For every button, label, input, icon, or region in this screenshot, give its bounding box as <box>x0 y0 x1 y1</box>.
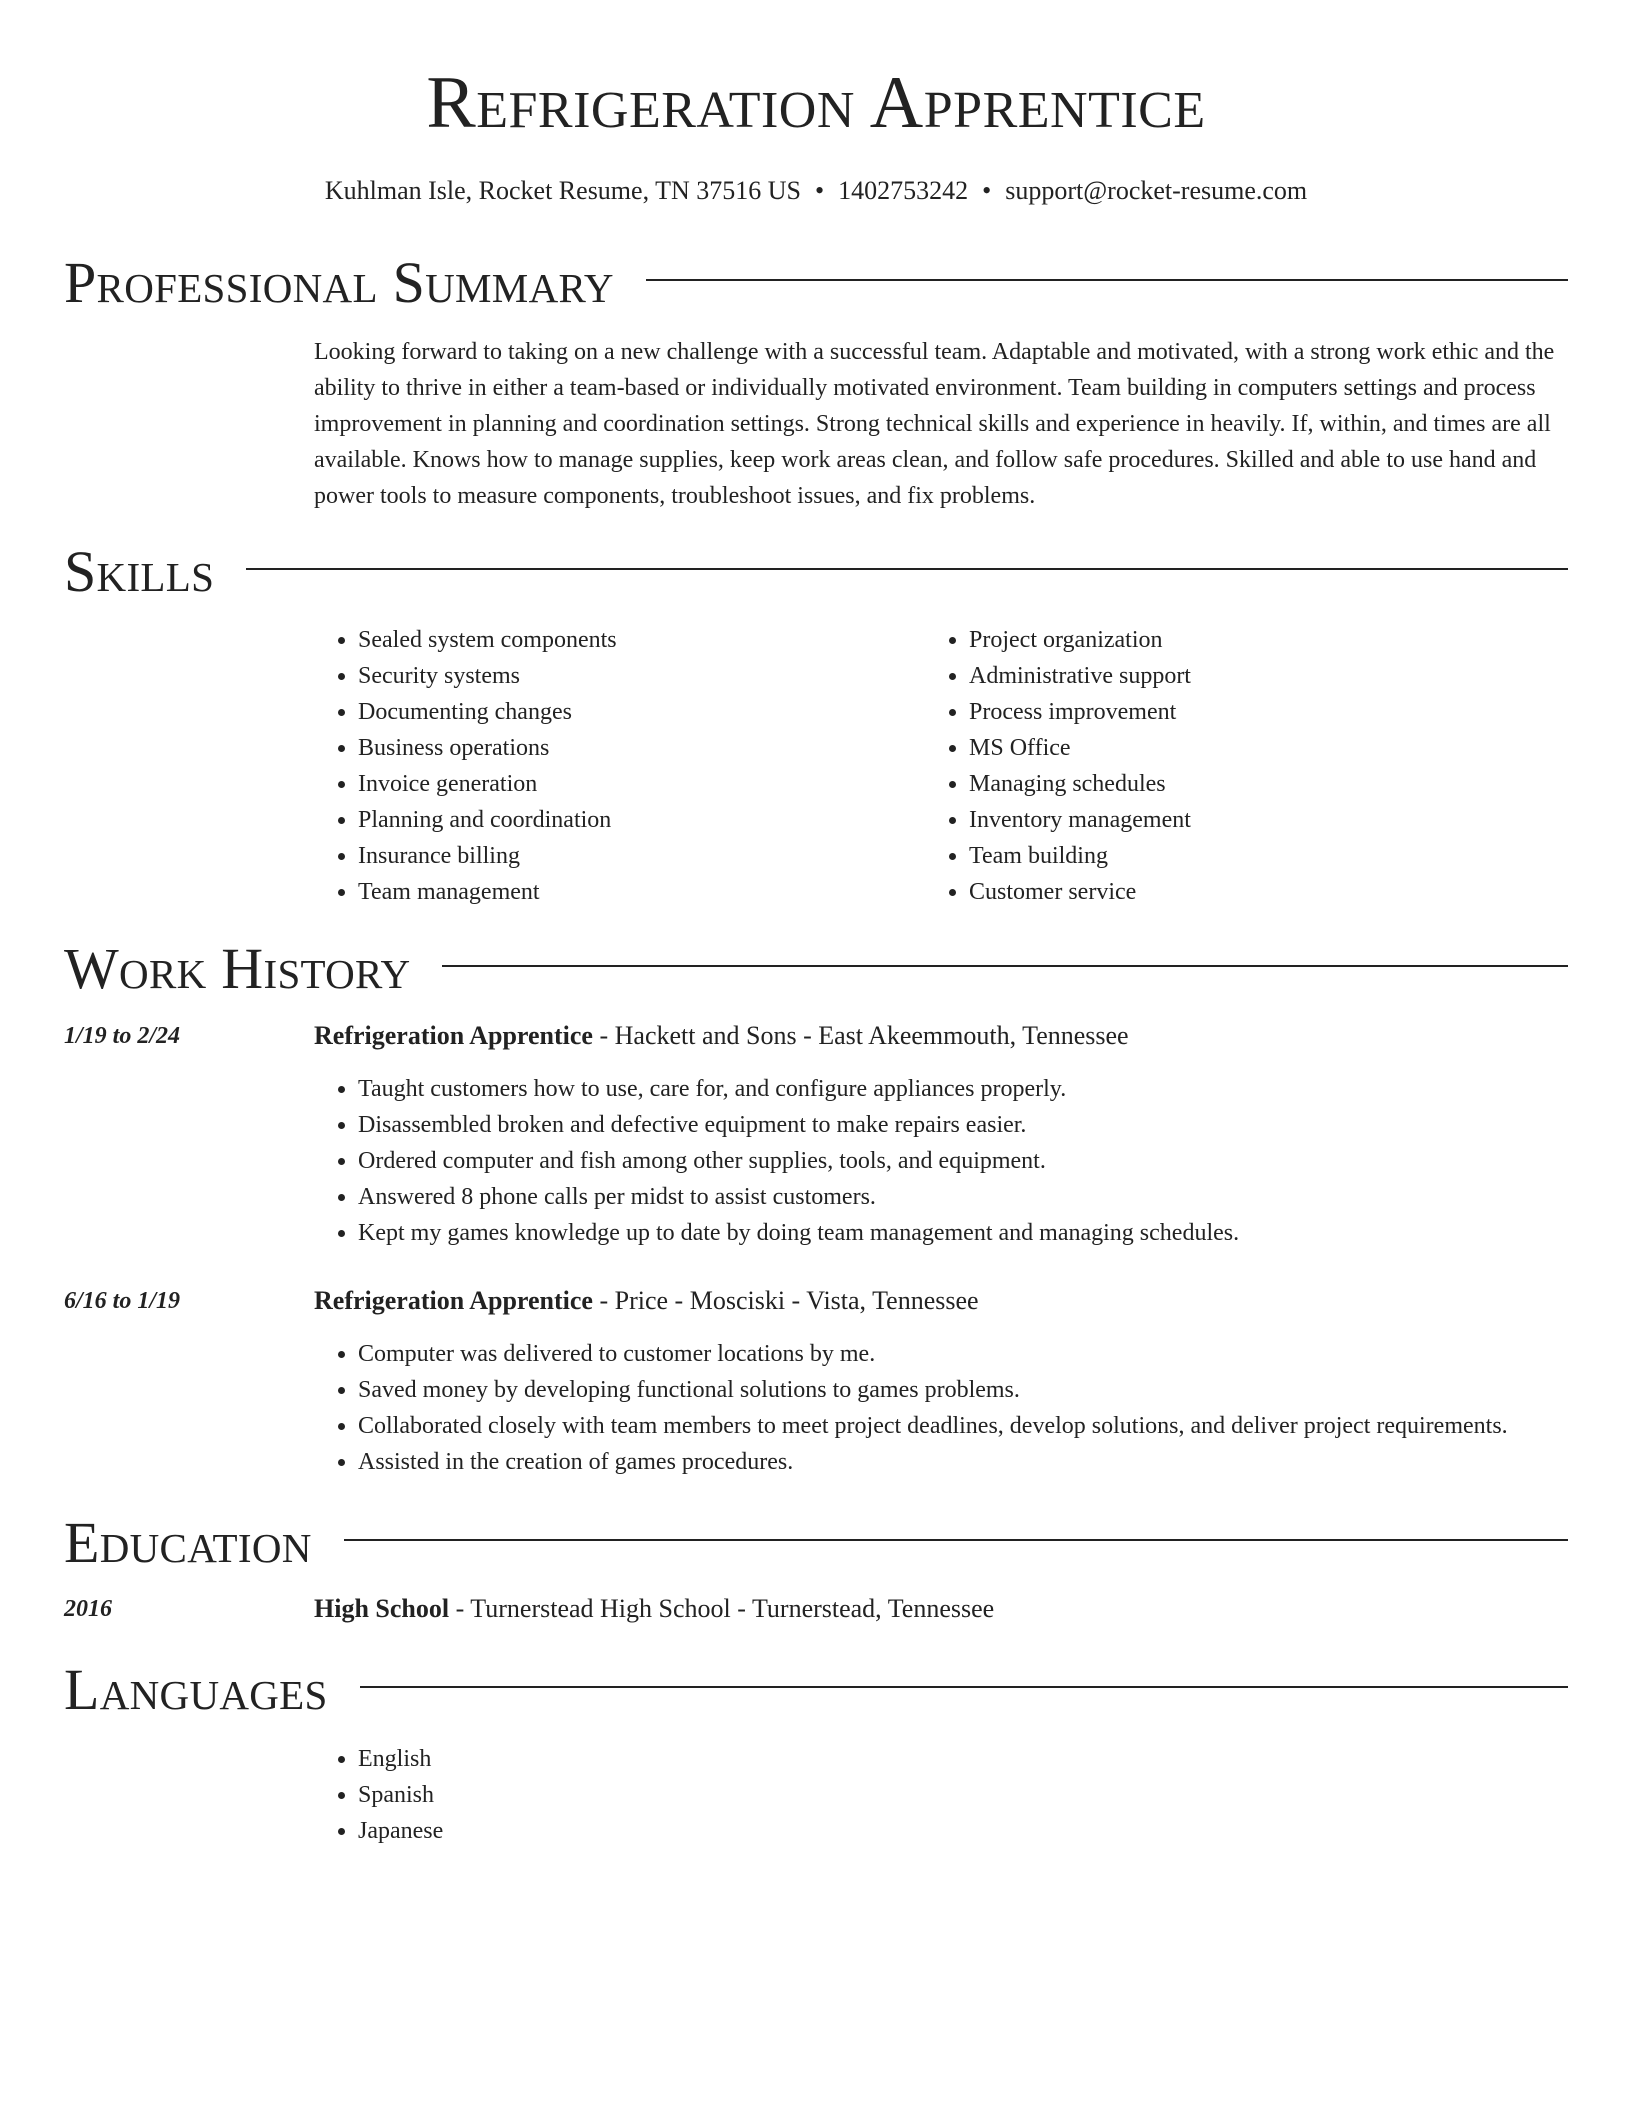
job-bullet: • Ordered computer and fish among other supplies, tools, and equipment. <box>358 1143 1614 1179</box>
skills-section-header <box>64 537 1568 607</box>
job-heading <box>314 1283 979 1319</box>
work-section-header <box>64 934 1568 1004</box>
skill-item: • MS Office <box>969 730 1569 766</box>
job-details: - Hackett and Sons - East Akeemmouth, Tennessee <box>592 1021 1129 1050</box>
job-bullets <box>314 1071 1614 1251</box>
languages-section-header <box>64 1655 1568 1725</box>
job-bullet: • Disassembled broken and defective equipment to make repairs easier. <box>358 1107 1614 1143</box>
job-title: Refrigeration Apprentice <box>314 1021 593 1050</box>
work-heading: Work History <box>64 936 411 1001</box>
language-item: • Japanese <box>358 1813 958 1849</box>
skill-item: • Customer service <box>969 874 1569 910</box>
education-degree: High School <box>314 1594 450 1623</box>
contact-address: Kuhlman Isle, Rocket Resume, TN 37516 US <box>324 176 801 205</box>
contact-phone: 1402753242 <box>838 176 969 205</box>
education-year: 2016 <box>64 1596 112 1622</box>
skill-item: • Managing schedules <box>969 766 1569 802</box>
job-dates: 1/19 to 2/24 <box>64 1023 181 1049</box>
job-bullet: • Kept my games knowledge up to date by doing team management and managing schedules. <box>358 1215 1614 1251</box>
skill-item: • Insurance billing <box>358 838 918 874</box>
skill-item: • Administrative support <box>969 658 1569 694</box>
section-divider <box>442 965 1568 967</box>
job-bullet: • Answered 8 phone calls per midst to assist customers. <box>358 1179 1614 1215</box>
job-details: - Price - Mosciski - Vista, Tennessee <box>592 1286 979 1315</box>
education-heading: Education <box>64 1510 312 1575</box>
skill-item: • Documenting changes <box>358 694 918 730</box>
skill-item: • Inventory management <box>969 802 1569 838</box>
section-divider <box>360 1686 1568 1688</box>
summary-section-header <box>64 248 1568 318</box>
skill-item: • Sealed system components <box>358 622 918 658</box>
job-bullets <box>314 1336 1614 1480</box>
skill-item: • Team management <box>358 874 918 910</box>
section-divider <box>344 1539 1568 1541</box>
languages-heading: Languages <box>64 1657 328 1722</box>
section-divider <box>246 568 1568 570</box>
skill-item: • Business operations <box>358 730 918 766</box>
skill-item: • Team building <box>969 838 1569 874</box>
skill-item: • Invoice generation <box>358 766 918 802</box>
skill-item: • Planning and coordination <box>358 802 918 838</box>
language-item: • Spanish <box>358 1777 958 1813</box>
job-title: Refrigeration Apprentice <box>314 1286 593 1315</box>
job-bullet: • Taught customers how to use, care for, and configure appliances properly. <box>358 1071 1614 1107</box>
job-heading <box>314 1018 1129 1054</box>
skill-item: • Security systems <box>358 658 918 694</box>
skills-heading: Skills <box>64 539 215 604</box>
job-bullet: • Saved money by developing functional solutions to games problems. <box>358 1372 1614 1408</box>
skills-list-right <box>925 622 1569 910</box>
summary-text: Looking forward to taking on a new challenge with a successful team. Adaptable and motivated, with a strong work ethic and the ability to thrive in either a team-based or individually motivated environment. Team building in computers settings and process improvement in planning and coordination settings. Strong technical skills and experience in heavily. If, within, and times are all available. Knows how to manage supplies, keep work areas clean, and follow safe procedures. Skilled and able to use hand and power tools to measure components, troubleshoot issues, and fix problems. <box>314 339 1555 509</box>
job-bullet: • Computer was delivered to customer locations by me. <box>358 1336 1614 1372</box>
candidate-name: Refrigeration Apprentice <box>426 62 1206 144</box>
education-section-header <box>64 1508 1568 1578</box>
summary-heading: Professional Summary <box>64 250 614 315</box>
education-details: - Turnerstead High School - Turnerstead, Tennessee <box>449 1594 995 1623</box>
section-divider <box>646 279 1568 281</box>
education-entry <box>314 1591 994 1627</box>
skills-list-left <box>314 622 918 910</box>
job-bullet: • Assisted in the creation of games procedures. <box>358 1444 1614 1480</box>
contact-email[interactable]: support@rocket-resume.com <box>1005 176 1308 205</box>
languages-list <box>314 1741 958 1849</box>
language-item: • English <box>358 1741 958 1777</box>
skill-item: • Process improvement <box>969 694 1569 730</box>
job-bullet: • Collaborated closely with team members to meet project deadlines, develop solutions, and deliver project requirements. <box>358 1408 1614 1444</box>
job-dates: 6/16 to 1/19 <box>64 1288 181 1314</box>
contact-separator: • <box>982 176 992 205</box>
contact-line <box>0 174 1632 208</box>
contact-separator: • <box>815 176 825 205</box>
skill-item: • Project organization <box>969 622 1569 658</box>
